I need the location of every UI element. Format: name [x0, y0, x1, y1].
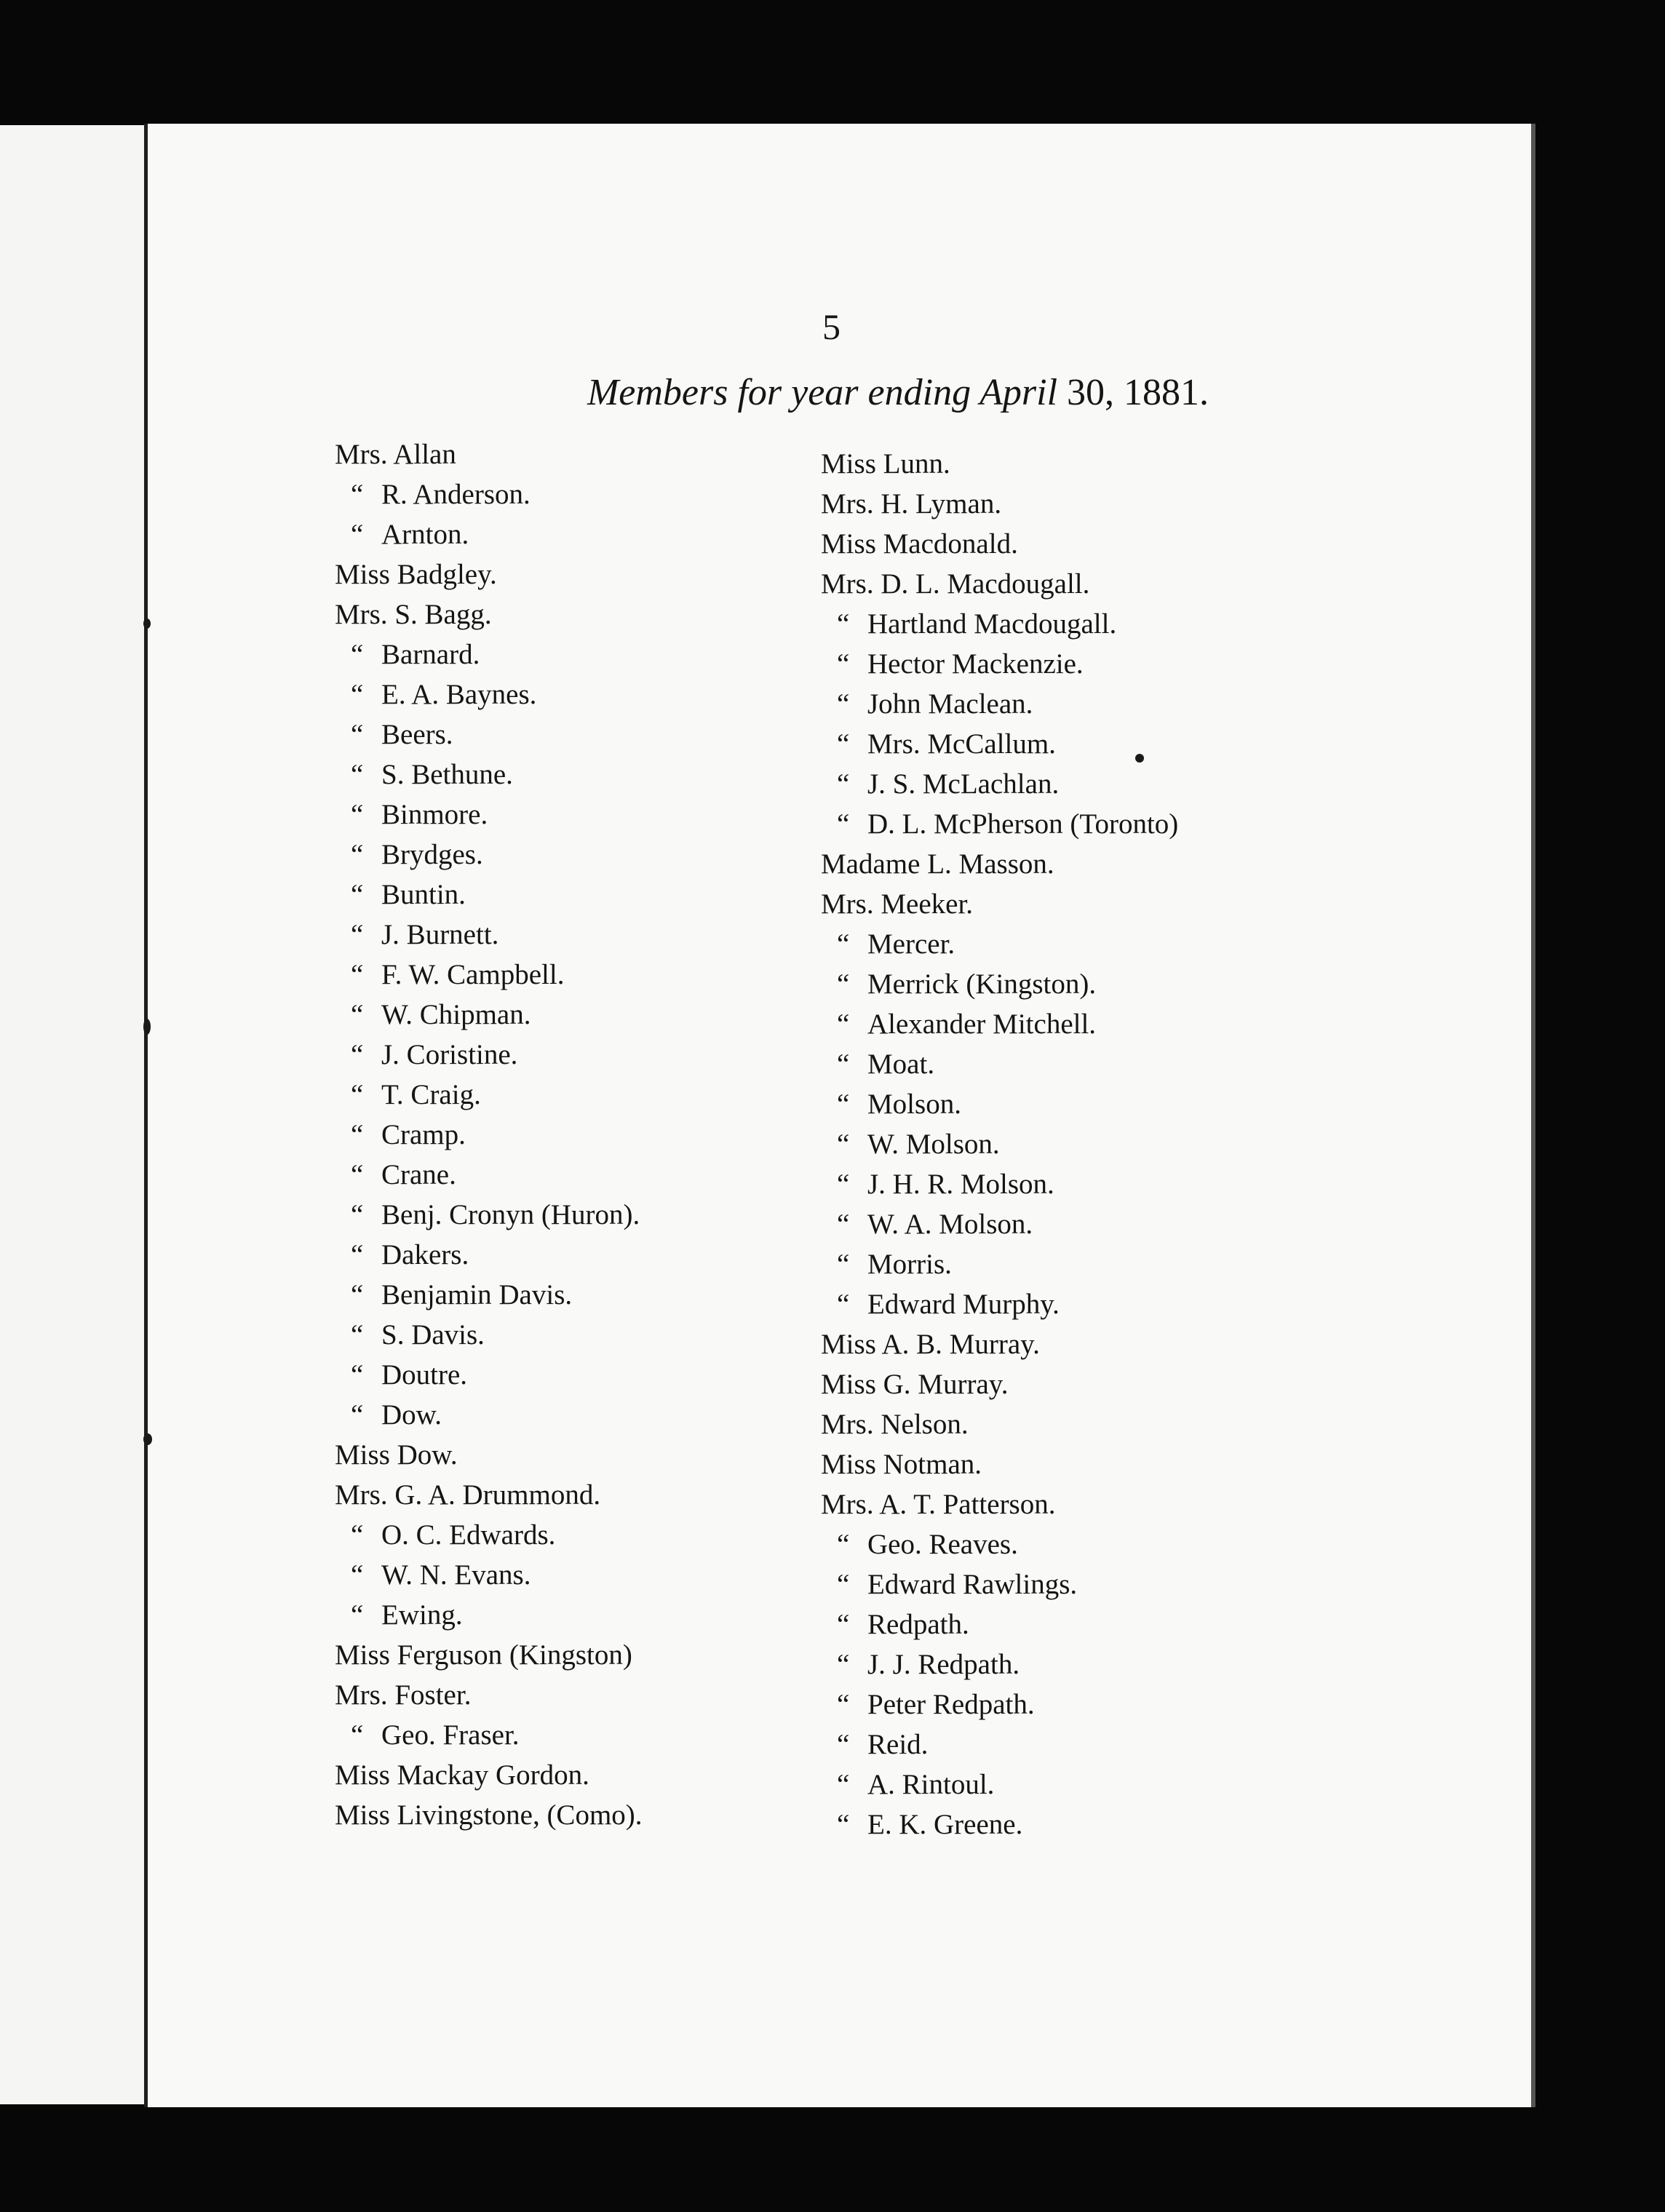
member-name: Buntin. — [381, 879, 466, 910]
member-name: Cramp. — [381, 1119, 466, 1150]
member-entry — [821, 1084, 1178, 1124]
member-entry — [821, 924, 1178, 964]
member-title: Miss — [821, 1329, 876, 1360]
member-entry — [821, 1164, 1178, 1204]
ditto-mark: “ — [837, 688, 850, 720]
member-name: Mrs. McCallum. — [867, 728, 1056, 760]
member-title: Miss — [335, 559, 390, 590]
previous-page-edge — [0, 125, 148, 2104]
member-entry — [821, 1444, 1178, 1484]
member-name: T. Craig. — [381, 1079, 481, 1110]
ditto-mark: “ — [351, 1279, 364, 1310]
ditto-mark: “ — [837, 928, 850, 960]
ditto-mark: “ — [837, 1008, 850, 1040]
member-name: Ferguson (Kingston) — [397, 1639, 632, 1671]
member-entry — [821, 1644, 1178, 1684]
member-title: Miss — [821, 448, 876, 480]
ditto-mark: “ — [837, 1169, 850, 1200]
member-entry — [335, 875, 643, 915]
member-entry — [335, 1235, 643, 1275]
member-entry — [335, 434, 643, 474]
member-title: Mrs. — [821, 888, 874, 920]
ditto-mark: “ — [351, 719, 364, 750]
member-name: S. Bethune. — [381, 759, 513, 790]
ditto-mark: “ — [351, 679, 364, 710]
ditto-mark: “ — [351, 1159, 364, 1190]
member-title: Mrs. — [821, 568, 874, 600]
member-entry — [821, 1404, 1178, 1444]
member-entry — [335, 1395, 643, 1435]
member-entry — [335, 1275, 643, 1315]
ditto-mark: “ — [351, 519, 364, 550]
page-number: 5 — [822, 306, 841, 347]
member-name: D. L. Macdougall. — [881, 568, 1090, 600]
member-entry — [335, 1355, 643, 1395]
member-name: Binmore. — [381, 799, 488, 830]
member-name: A. B. Murray. — [881, 1329, 1040, 1360]
member-name: Mercer. — [867, 928, 955, 960]
member-entry — [335, 995, 643, 1035]
member-name: Dow. — [381, 1399, 442, 1431]
ditto-mark: “ — [837, 1569, 850, 1600]
ditto-mark: “ — [351, 1399, 364, 1431]
ditto-mark: “ — [351, 1359, 364, 1391]
member-name: R. Anderson. — [381, 479, 531, 510]
ditto-mark: “ — [351, 1559, 364, 1591]
member-entry — [821, 724, 1178, 764]
ditto-mark: “ — [837, 1209, 850, 1240]
member-entry — [821, 1244, 1178, 1284]
member-entry — [335, 514, 643, 554]
member-entry — [821, 764, 1178, 804]
member-entry — [335, 1075, 643, 1115]
member-entry — [335, 1635, 643, 1675]
ditto-mark: “ — [351, 479, 364, 510]
ditto-mark: “ — [837, 728, 850, 760]
member-name: Hartland Macdougall. — [867, 608, 1117, 640]
member-name: G. Murray. — [883, 1369, 1009, 1400]
member-name: Benj. Cronyn (Huron). — [381, 1199, 640, 1230]
member-name: O. C. Edwards. — [381, 1519, 556, 1551]
member-name: Edward Murphy. — [867, 1289, 1060, 1320]
member-name: W. Molson. — [867, 1129, 1000, 1160]
member-entry — [335, 915, 643, 955]
member-title: Miss — [335, 1799, 390, 1831]
member-name: Notman. — [883, 1449, 982, 1480]
ditto-mark: “ — [351, 1519, 364, 1551]
member-name: Dow. — [397, 1439, 458, 1471]
ditto-mark: “ — [351, 1719, 364, 1751]
ditto-mark: “ — [837, 768, 850, 800]
ditto-mark: “ — [351, 759, 364, 790]
member-entry — [335, 1155, 643, 1195]
member-entry — [335, 554, 643, 594]
member-entry — [335, 1315, 643, 1355]
member-name: Ewing. — [381, 1599, 463, 1631]
member-name: D. L. McPherson (Toronto) — [867, 808, 1179, 840]
member-entry — [821, 1765, 1178, 1805]
ditto-mark: “ — [837, 1089, 850, 1120]
member-name: F. W. Campbell. — [381, 959, 565, 990]
member-entry — [335, 1595, 643, 1635]
ditto-mark: “ — [837, 968, 850, 1000]
members-list-right — [821, 444, 1178, 1845]
member-entry — [335, 1035, 643, 1075]
member-name: Benjamin Davis. — [381, 1279, 573, 1310]
member-entry — [335, 835, 643, 875]
ditto-mark: “ — [351, 1599, 364, 1631]
member-name: J. S. McLachlan. — [867, 768, 1060, 800]
member-entry — [335, 1675, 643, 1715]
member-name: Doutre. — [381, 1359, 468, 1391]
member-title: Mrs. — [335, 599, 388, 630]
ditto-mark: “ — [351, 959, 364, 990]
member-entry — [335, 1515, 643, 1555]
member-name: S. Davis. — [381, 1319, 485, 1350]
member-title: Mrs. — [821, 488, 874, 520]
member-title: Miss — [335, 1639, 390, 1671]
member-entry — [335, 755, 643, 795]
member-name: Nelson. — [881, 1409, 969, 1440]
member-name: Morris. — [867, 1249, 952, 1280]
member-name: J. Coristine. — [381, 1039, 518, 1070]
member-name: J. H. R. Molson. — [867, 1169, 1054, 1200]
ditto-mark: “ — [351, 1079, 364, 1110]
member-entry — [335, 634, 643, 675]
member-entry — [821, 524, 1178, 564]
member-name: Alexander Mitchell. — [867, 1008, 1097, 1040]
member-name: Arnton. — [381, 519, 469, 550]
member-name: Livingstone, (Como). — [397, 1799, 643, 1831]
member-name: Mackay Gordon. — [397, 1759, 589, 1791]
ditto-mark: “ — [837, 1649, 850, 1680]
ditto-mark: “ — [351, 839, 364, 870]
member-entry — [821, 1564, 1178, 1604]
heading-date: 30, 1881. — [1067, 372, 1209, 413]
member-entry — [821, 1204, 1178, 1244]
member-entry — [821, 1364, 1178, 1404]
member-entry — [335, 474, 643, 514]
member-entry — [335, 1195, 643, 1235]
ditto-mark: “ — [351, 799, 364, 830]
member-entry — [821, 1604, 1178, 1644]
member-title: Mrs. — [821, 1489, 874, 1520]
member-title: Miss — [335, 1439, 390, 1471]
member-name: L. Masson. — [927, 848, 1054, 880]
member-entry — [335, 1475, 643, 1515]
member-title: Mrs. — [335, 1479, 388, 1511]
member-name: Macdonald. — [883, 528, 1018, 560]
member-name: J. J. Redpath. — [867, 1649, 1020, 1680]
member-name: Geo. Fraser. — [381, 1719, 520, 1751]
member-name: Badgley. — [397, 559, 497, 590]
member-entry — [821, 1004, 1178, 1044]
member-name: H. Lyman. — [881, 488, 1002, 520]
ditto-mark: “ — [837, 1689, 850, 1720]
member-entry — [821, 964, 1178, 1004]
member-entry — [821, 1724, 1178, 1765]
binding-mark — [143, 618, 151, 629]
ditto-mark: “ — [351, 1119, 364, 1150]
member-entry — [335, 1115, 643, 1155]
member-name: W. A. Molson. — [867, 1209, 1033, 1240]
member-name: Foster. — [394, 1679, 472, 1711]
member-name: Geo. Reaves. — [867, 1529, 1018, 1560]
member-name: W. N. Evans. — [381, 1559, 531, 1591]
member-name: S. Bagg. — [394, 599, 492, 630]
member-title: Miss — [335, 1759, 390, 1791]
ditto-mark: “ — [837, 1729, 850, 1760]
member-name: J. Burnett. — [381, 919, 499, 950]
member-title: Mrs. — [335, 1679, 388, 1711]
member-entry — [821, 1324, 1178, 1364]
member-name: A. Rintoul. — [867, 1769, 995, 1800]
member-entry — [821, 484, 1178, 524]
member-entry — [821, 884, 1178, 924]
member-name: Reid. — [867, 1729, 929, 1760]
ditto-mark: “ — [351, 1239, 364, 1270]
page-heading — [0, 371, 1665, 414]
member-entry — [335, 675, 643, 715]
member-entry — [821, 1524, 1178, 1564]
ditto-mark: “ — [837, 648, 850, 680]
member-name: E. A. Baynes. — [381, 679, 537, 710]
member-title: Mrs. — [335, 439, 388, 470]
ditto-mark: “ — [837, 1529, 850, 1560]
member-entry — [335, 1435, 643, 1475]
member-name: Lunn. — [883, 448, 950, 480]
member-entry — [821, 1684, 1178, 1724]
ditto-mark: “ — [351, 919, 364, 950]
member-name: Merrick (Kingston). — [867, 968, 1097, 1000]
member-entry — [821, 1805, 1178, 1845]
binding-mark — [143, 1019, 151, 1035]
member-name: Edward Rawlings. — [867, 1569, 1078, 1600]
member-entry — [821, 1044, 1178, 1084]
member-entry — [821, 604, 1178, 644]
member-entry — [335, 1755, 643, 1795]
member-entry — [821, 804, 1178, 844]
member-name: Crane. — [381, 1159, 456, 1190]
ditto-mark: “ — [837, 1769, 850, 1800]
member-name: A. T. Patterson. — [879, 1489, 1056, 1520]
ditto-mark: “ — [837, 608, 850, 640]
member-entry — [821, 444, 1178, 484]
member-name: Beers. — [381, 719, 453, 750]
member-entry — [821, 1284, 1178, 1324]
ditto-mark: “ — [837, 1809, 850, 1840]
member-name: E. K. Greene. — [867, 1809, 1023, 1840]
member-name: Brydges. — [381, 839, 483, 870]
member-entry — [335, 1715, 643, 1755]
member-entry — [821, 1484, 1178, 1524]
member-name: Barnard. — [381, 639, 480, 670]
member-name: Redpath. — [867, 1609, 969, 1640]
ditto-mark: “ — [837, 1249, 850, 1280]
member-name: Dakers. — [381, 1239, 469, 1270]
ditto-mark: “ — [351, 1199, 364, 1230]
ditto-mark: “ — [837, 1049, 850, 1080]
member-entry — [821, 644, 1178, 684]
member-name: John Maclean. — [867, 688, 1033, 720]
member-entry — [335, 795, 643, 835]
member-title: Mrs. — [821, 1409, 874, 1440]
ditto-mark: “ — [837, 808, 850, 840]
member-entry — [821, 1124, 1178, 1164]
ditto-mark: “ — [351, 1319, 364, 1350]
members-list-left — [335, 434, 643, 1835]
member-entry — [821, 844, 1178, 884]
member-name: Meeker. — [881, 888, 974, 920]
member-entry — [821, 564, 1178, 604]
ditto-mark: “ — [351, 639, 364, 670]
ditto-mark: “ — [351, 999, 364, 1030]
member-name: Molson. — [867, 1089, 961, 1120]
member-entry — [821, 684, 1178, 724]
member-name: Moat. — [867, 1049, 935, 1080]
member-title: Miss — [821, 1369, 876, 1400]
ditto-mark: “ — [837, 1289, 850, 1320]
member-name: W. Chipman. — [381, 999, 531, 1030]
member-entry — [335, 1555, 643, 1595]
member-title: Madame — [821, 848, 921, 880]
member-name: G. A. Drummond. — [394, 1479, 601, 1511]
binding-mark — [143, 1433, 152, 1445]
ditto-mark: “ — [837, 1609, 850, 1640]
member-name: Peter Redpath. — [867, 1689, 1035, 1720]
ditto-mark: “ — [351, 879, 364, 910]
ditto-mark: “ — [837, 1129, 850, 1160]
heading-italic: Members for year ending April — [587, 372, 1058, 413]
member-title: Miss — [821, 528, 876, 560]
member-name: Allan — [393, 439, 456, 470]
member-entry — [335, 955, 643, 995]
member-entry — [335, 715, 643, 755]
member-entry — [335, 1795, 643, 1835]
ditto-mark: “ — [351, 1039, 364, 1070]
member-name: Hector Mackenzie. — [867, 648, 1084, 680]
member-entry — [335, 594, 643, 634]
member-title: Miss — [821, 1449, 876, 1480]
